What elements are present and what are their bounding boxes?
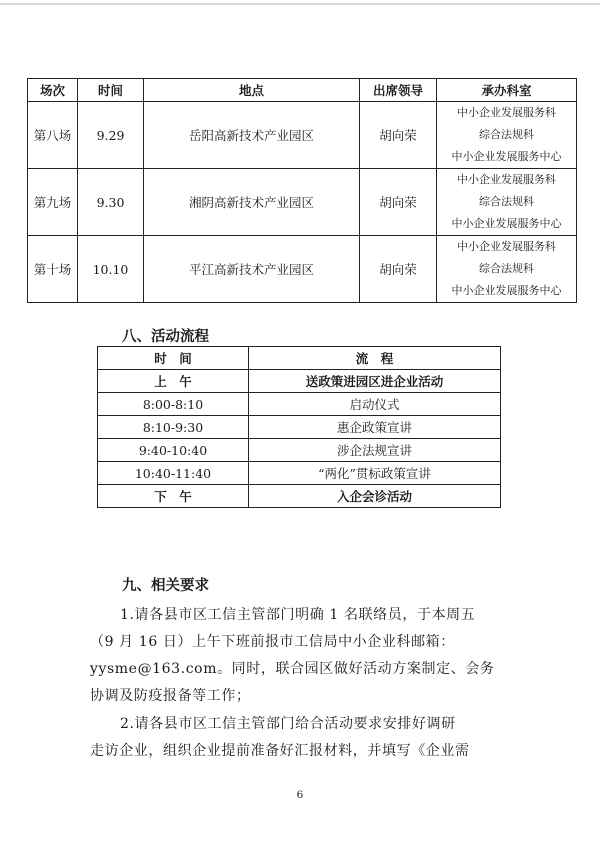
offices-cell	[437, 169, 577, 236]
requirement-text-line: 2.请各县市区工信主管部门给合活动要求安排好调研	[120, 716, 456, 732]
activity-flow-table	[97, 346, 501, 508]
leader-cell: 胡向荣	[360, 102, 437, 169]
table-row	[98, 439, 501, 462]
flow-cell: “两化”贯标政策宣讲	[249, 462, 501, 485]
office-line: 综合法规科	[479, 128, 534, 141]
location-cell: 湘阴高新技术产业园区	[144, 169, 360, 236]
header-flow: 流 程	[249, 347, 501, 370]
location-cell: 平江高新技术产业园区	[144, 236, 360, 303]
header-session: 场次	[28, 79, 78, 102]
date-cell: 9.30	[78, 169, 144, 236]
page-number: 6	[296, 789, 304, 801]
flow-cell: 入企会诊活动	[249, 485, 501, 508]
office-line: 中小企业发展服务科	[457, 240, 556, 253]
table-row	[98, 370, 501, 393]
table-row	[28, 236, 577, 303]
office-line: 中小企业发展服务中心	[451, 217, 562, 230]
session-cell: 第十场	[28, 236, 78, 303]
date-cell: 9.29	[78, 102, 144, 169]
requirement-text-line: 协调及防疫报备等工作；	[90, 688, 251, 704]
requirement-text-line: （9 月 16 日）上午下班前报市工信局中小企业科邮箱：	[90, 634, 455, 650]
table-row	[98, 416, 501, 439]
flow-header-row	[98, 347, 501, 370]
flow-cell: 涉企法规宣讲	[249, 439, 501, 462]
office-line: 中小企业发展服务科	[457, 173, 556, 186]
time-cell: 8:10-9:30	[98, 416, 249, 439]
time-cell: 10:40-11:40	[98, 462, 249, 485]
table-row	[98, 485, 501, 508]
header-time: 时间	[78, 79, 144, 102]
header-offices: 承办科室	[437, 79, 577, 102]
session-cell: 第八场	[28, 102, 78, 169]
offices-cell	[437, 236, 577, 303]
session-cell: 第九场	[28, 169, 78, 236]
section-heading-requirements: 九、相关要求	[122, 578, 209, 594]
section-heading-activity-flow: 八、活动流程	[122, 329, 209, 345]
schedule-header-row	[28, 79, 577, 102]
office-line: 综合法规科	[479, 262, 534, 275]
header-location: 地点	[144, 79, 360, 102]
office-line: 综合法规科	[479, 195, 534, 208]
office-line: 中小企业发展服务中心	[451, 284, 562, 297]
requirement-text-line: 1.请各县市区工信主管部门明确 1 名联络员，于本周五	[120, 607, 476, 623]
table-row	[98, 393, 501, 416]
flow-cell: 送政策进园区进企业活动	[249, 370, 501, 393]
table-row	[28, 102, 577, 169]
time-cell: 下 午	[98, 485, 249, 508]
table-row	[98, 462, 501, 485]
time-cell: 上 午	[98, 370, 249, 393]
header-leader: 出席领导	[360, 79, 437, 102]
requirement-text-line: yysme@163.com。同时，联合园区做好活动方案制定、会务	[90, 661, 495, 677]
time-cell: 9:40-10:40	[98, 439, 249, 462]
scan-edge-line	[0, 3, 600, 5]
schedule-table	[27, 78, 577, 303]
flow-cell: 启动仪式	[249, 393, 501, 416]
table-row	[28, 169, 577, 236]
header-time: 时 间	[98, 347, 249, 370]
leader-cell: 胡向荣	[360, 236, 437, 303]
flow-cell: 惠企政策宣讲	[249, 416, 501, 439]
location-cell: 岳阳高新技术产业园区	[144, 102, 360, 169]
date-cell: 10.10	[78, 236, 144, 303]
time-cell: 8:00-8:10	[98, 393, 249, 416]
leader-cell: 胡向荣	[360, 169, 437, 236]
office-line: 中小企业发展服务中心	[451, 150, 562, 163]
requirement-text-line: 走访企业，组织企业提前准备好汇报材料，并填写《企业需	[90, 743, 470, 759]
offices-cell	[437, 102, 577, 169]
office-line: 中小企业发展服务科	[457, 106, 556, 119]
